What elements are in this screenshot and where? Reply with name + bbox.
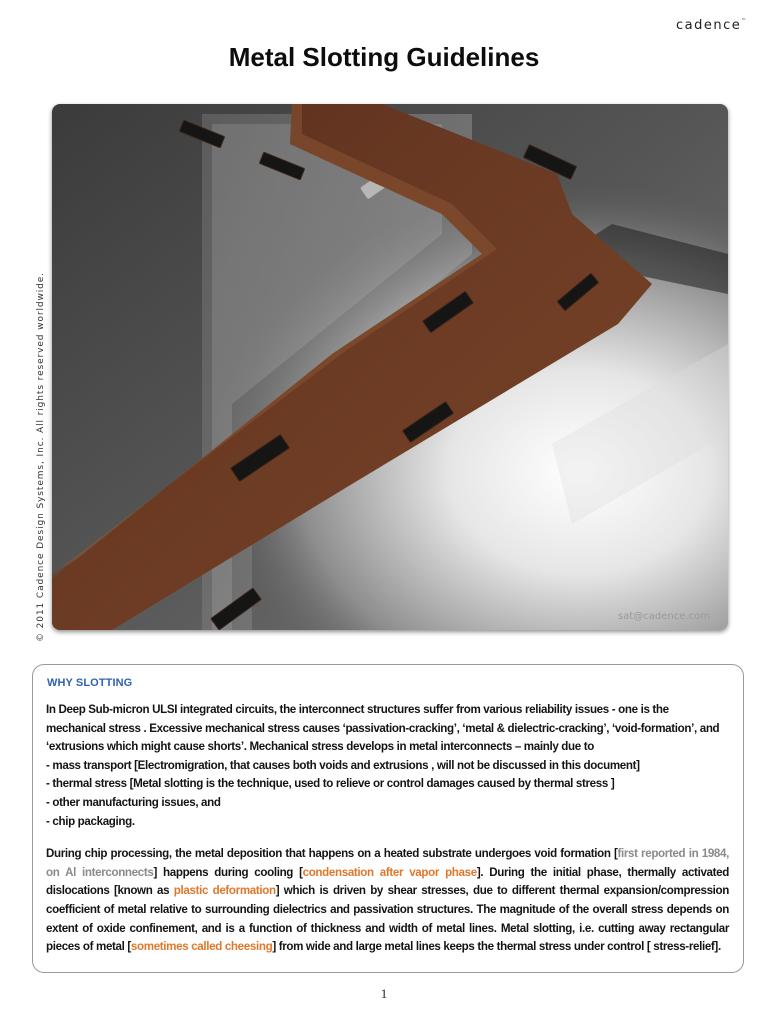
logo-text: cadence — [676, 18, 742, 33]
page-number: 1 — [380, 986, 388, 1001]
metal-slotting-illustration — [52, 104, 728, 630]
p2-text-4: ] which is driven by shear stresses, due to different thermal expansion/compression coefficient of metal relative to surrounding dielectrics and passivation structures. The magnitude of the overall stress depends on extent of oxide confinement, and is a function of thickness and width of metal lines. Metal slotting, i.e. cutting away rectangular pieces of metal [ — [46, 884, 729, 954]
intro-paragraph: In Deep Sub-micron ULSI integrated circuits, the interconnect structures suffer from various reliability issues - one is the mechanical stress . Excessive mechanical stress causes ‘passivation-cracking’, ‘metal & dielectric-cracking’, ‘void-formation’, and ‘extrusions which might cause shorts’. Mechanical stress develops in metal interconnects – mainly due to — [46, 703, 720, 754]
why-slotting-panel — [32, 664, 744, 973]
p2-text-2: ] happens during cooling [ — [153, 865, 303, 879]
copyright-notice: © 2011 Cadence Design Systems, Inc. All rights reserved worldwide. — [36, 272, 46, 642]
section-heading: WHY SLOTTING — [47, 677, 133, 689]
bullet-manufacturing: - other manufacturing issues, and — [46, 795, 221, 809]
bullet-packaging: - chip packaging. — [46, 814, 135, 828]
p2-text-1: During chip processing, the metal deposition that happens on a heated substrate undergoes void formation [ — [46, 847, 618, 861]
p2-text-5: ] from wide and large metal lines keeps the thermal stress under control [ stress-relief]. — [272, 940, 721, 954]
hero-image — [52, 104, 728, 630]
highlight-cheesing: sometimes called cheesing — [130, 940, 273, 954]
trademark-mark: ™ — [741, 18, 747, 24]
highlight-first-reported: first reported in 1984, on Al interconnects — [46, 847, 729, 879]
cadence-logo — [676, 18, 746, 33]
bullet-thermal-stress: - thermal stress [Metal slotting is the technique, used to relieve or control damages caused by thermal stress ] — [46, 777, 615, 791]
section-body — [46, 701, 729, 957]
p2-text-3: ]. During the initial phase, thermally activated dislocations [known as — [46, 865, 729, 898]
highlight-plastic-deformation: plastic deformation — [173, 884, 276, 898]
highlight-condensation: condensation after vapor phase — [302, 865, 477, 879]
process-paragraph — [46, 845, 729, 957]
page-title: Metal Slotting Guidelines — [228, 42, 540, 72]
bullet-mass-transport: - mass transport [Electromigration, that causes both voids and extrusions , will not be discussed in this document] — [46, 758, 640, 772]
watermark-text: sat@cadence.com — [618, 611, 710, 622]
